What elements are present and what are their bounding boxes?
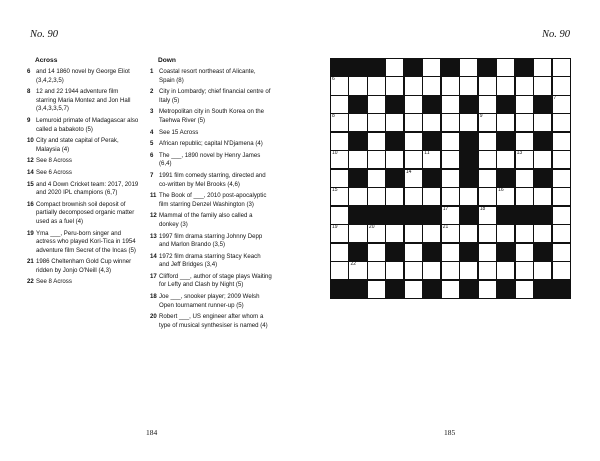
cell-number: 21 bbox=[442, 224, 449, 231]
grid-block bbox=[459, 243, 478, 262]
grid-cell[interactable] bbox=[515, 224, 534, 243]
down-clue bbox=[150, 233, 272, 250]
grid-cell[interactable] bbox=[496, 76, 515, 95]
across-clue bbox=[27, 117, 139, 134]
grid-block bbox=[348, 132, 367, 151]
clue-number: 3 bbox=[150, 108, 154, 116]
clue-text: Coastal resort northeast of Alicante, Spain (8) bbox=[159, 68, 256, 84]
down-clue bbox=[150, 129, 272, 138]
grid-cell[interactable] bbox=[367, 113, 386, 132]
grid-block bbox=[533, 243, 552, 262]
grid-cell[interactable] bbox=[330, 206, 349, 225]
clue-number: 21 bbox=[27, 258, 34, 266]
grid-block bbox=[422, 169, 441, 188]
grid-block bbox=[533, 280, 552, 299]
cell-number: 9 bbox=[479, 113, 483, 120]
clue-text: 1991 film comedy starring, directed and co-written by Mel Brooks (4,6) bbox=[159, 171, 266, 188]
grid-cell[interactable] bbox=[496, 224, 515, 243]
grid-block bbox=[330, 58, 349, 77]
clue-number: 18 bbox=[150, 293, 157, 301]
clue-number: 14 bbox=[150, 252, 157, 260]
grid-cell[interactable] bbox=[367, 150, 386, 169]
grid-cell[interactable] bbox=[533, 58, 552, 77]
clue-text: and 14 1860 novel by George Eliot (3,4,2,3,5) bbox=[36, 68, 130, 84]
grid-block bbox=[348, 169, 367, 188]
clue-text: 1986 Cheltenham Gold Cup winner ridden by Jonjo O'Neill (4,3) bbox=[36, 258, 132, 274]
clue-text: Clifford ___, author of stage plays Waiting for Lefty and Clash by Night (5) bbox=[159, 272, 272, 289]
grid-cell[interactable] bbox=[441, 113, 460, 132]
grid-block bbox=[459, 280, 478, 299]
clue-number: 5 bbox=[150, 140, 154, 148]
grid-cell[interactable] bbox=[367, 76, 386, 95]
clue-text: Robert ___, US engineer after whom a type of musical synthesiser is named (4) bbox=[159, 313, 268, 329]
clue-number: 8 bbox=[27, 88, 31, 96]
down-clue bbox=[150, 152, 272, 169]
grid-cell[interactable] bbox=[422, 58, 441, 77]
grid-cell[interactable] bbox=[385, 76, 404, 95]
grid-cell[interactable] bbox=[348, 187, 367, 206]
grid-cell[interactable] bbox=[515, 169, 534, 188]
grid-cell[interactable] bbox=[552, 169, 571, 188]
down-clue bbox=[150, 68, 272, 85]
grid-cell[interactable] bbox=[459, 113, 478, 132]
down-heading: Down bbox=[158, 57, 176, 64]
grid-cell[interactable] bbox=[478, 76, 497, 95]
cell-number: 15 bbox=[332, 187, 338, 194]
clue-number: 11 bbox=[150, 192, 157, 200]
clue-number: 17 bbox=[150, 272, 157, 280]
grid-cell[interactable] bbox=[385, 58, 404, 77]
down-clue bbox=[150, 293, 272, 310]
grid-cell[interactable] bbox=[404, 113, 423, 132]
cell-number: 8 bbox=[332, 113, 335, 120]
across-clue bbox=[27, 181, 139, 198]
grid-cell[interactable] bbox=[404, 187, 423, 206]
grid-cell[interactable] bbox=[330, 187, 349, 206]
clue-number: 6 bbox=[27, 68, 31, 75]
grid-cell[interactable] bbox=[478, 132, 497, 151]
grid-cell[interactable] bbox=[459, 187, 478, 206]
grid-block bbox=[385, 95, 404, 114]
grid-cell[interactable] bbox=[533, 261, 552, 280]
across-clue bbox=[27, 157, 139, 166]
grid-cell[interactable] bbox=[478, 261, 497, 280]
down-clue bbox=[150, 313, 272, 330]
grid-cell[interactable] bbox=[478, 187, 497, 206]
grid-block bbox=[422, 95, 441, 114]
grid-cell[interactable] bbox=[552, 187, 571, 206]
clue-number: 16 bbox=[27, 200, 34, 208]
grid-block bbox=[533, 206, 552, 225]
cell-number: 16 bbox=[498, 187, 504, 194]
across-clue bbox=[27, 68, 139, 85]
grid-cell[interactable] bbox=[367, 224, 386, 243]
grid-cell[interactable] bbox=[552, 58, 571, 77]
clue-number: 2 bbox=[150, 88, 154, 96]
across-clue bbox=[27, 278, 139, 287]
grid-cell[interactable] bbox=[533, 76, 552, 95]
grid-cell[interactable] bbox=[552, 132, 571, 151]
grid-cell[interactable] bbox=[496, 150, 515, 169]
puzzle-number-right: No. 90 bbox=[542, 29, 571, 40]
clue-number: 14 bbox=[27, 168, 34, 176]
grid-cell[interactable] bbox=[478, 150, 497, 169]
clue-number: 12 bbox=[27, 157, 34, 165]
cell-number: 19 bbox=[332, 224, 338, 231]
grid-cell[interactable] bbox=[404, 169, 423, 188]
grid-cell[interactable] bbox=[478, 206, 497, 225]
grid-cell[interactable] bbox=[552, 95, 571, 114]
grid-cell[interactable] bbox=[348, 113, 367, 132]
grid-block bbox=[385, 169, 404, 188]
grid-cell[interactable] bbox=[441, 95, 460, 114]
grid-cell[interactable] bbox=[552, 261, 571, 280]
grid-block bbox=[496, 132, 515, 151]
grid-cell[interactable] bbox=[367, 243, 386, 262]
grid-block bbox=[496, 206, 515, 225]
grid-cell[interactable] bbox=[404, 150, 423, 169]
grid-cell[interactable] bbox=[404, 261, 423, 280]
grid-cell[interactable] bbox=[348, 261, 367, 280]
cell-number: 22 bbox=[350, 261, 357, 268]
grid-block bbox=[348, 95, 367, 114]
grid-block bbox=[348, 206, 367, 225]
grid-cell[interactable] bbox=[385, 261, 404, 280]
cell-number: 10 bbox=[332, 150, 338, 157]
grid-block bbox=[459, 95, 478, 114]
clue-text: The Book of ___, 2010 post-apocalyptic film starring Denzel Washington (3) bbox=[159, 192, 267, 208]
grid-cell[interactable] bbox=[348, 76, 367, 95]
grid-block bbox=[478, 58, 497, 77]
cell-number: 6 bbox=[332, 76, 335, 83]
clue-number: 15 bbox=[27, 180, 34, 188]
grid-cell[interactable] bbox=[441, 206, 460, 225]
grid-cell[interactable] bbox=[515, 76, 534, 95]
clue-number: 1 bbox=[150, 68, 154, 75]
clue-text: Lemuroid primate of Madagascar also called a babakoto (5) bbox=[36, 116, 139, 133]
across-clue bbox=[27, 258, 139, 275]
grid-block bbox=[515, 58, 534, 77]
grid-cell[interactable] bbox=[533, 113, 552, 132]
grid-block bbox=[385, 243, 404, 262]
grid-cell[interactable] bbox=[330, 132, 349, 151]
grid-cell[interactable] bbox=[552, 243, 571, 262]
clue-text: Metropolitan city in South Korea on the Taehwa River (5) bbox=[159, 108, 265, 124]
grid-cell[interactable] bbox=[404, 224, 423, 243]
grid-block bbox=[330, 280, 349, 299]
grid-cell[interactable] bbox=[422, 224, 441, 243]
grid-cell[interactable] bbox=[552, 224, 571, 243]
grid-cell[interactable] bbox=[441, 280, 460, 299]
down-clue bbox=[150, 140, 272, 149]
clue-number: 12 bbox=[150, 212, 157, 220]
grid-cell[interactable] bbox=[330, 76, 349, 95]
grid-cell[interactable] bbox=[441, 169, 460, 188]
grid-cell[interactable] bbox=[367, 169, 386, 188]
crossword-grid bbox=[330, 58, 570, 298]
grid-cell[interactable] bbox=[478, 280, 497, 299]
grid-block bbox=[533, 95, 552, 114]
grid-cell[interactable] bbox=[422, 261, 441, 280]
grid-cell[interactable] bbox=[348, 150, 367, 169]
page-number-left: 184 bbox=[146, 428, 158, 437]
grid-cell[interactable] bbox=[404, 95, 423, 114]
grid-block bbox=[459, 132, 478, 151]
clue-number: 10 bbox=[27, 137, 34, 145]
cell-number: 17 bbox=[442, 205, 449, 212]
cell-number: 14 bbox=[405, 168, 412, 175]
down-clue bbox=[150, 108, 272, 125]
grid-cell[interactable] bbox=[330, 224, 349, 243]
grid-block bbox=[552, 280, 571, 299]
grid-block bbox=[533, 169, 552, 188]
clue-text: The ___, 1890 novel by Henry James (6,4) bbox=[159, 151, 261, 168]
clue-text: Mammal of the family also called a donkey (3) bbox=[159, 212, 253, 228]
grid-cell[interactable] bbox=[478, 243, 497, 262]
grid-block bbox=[385, 132, 404, 151]
clue-text: 12 and 22 1944 adventure film starring Maria Montez and Jon Hall (3,4,3,3,5,7) bbox=[36, 88, 131, 113]
clue-text: and 4 Down Cricket team: 2017, 2019 and 2020 IPL champions (6,7) bbox=[36, 180, 139, 197]
grid-cell[interactable] bbox=[422, 187, 441, 206]
clue-number: 20 bbox=[150, 313, 157, 321]
grid-block bbox=[496, 95, 515, 114]
grid-cell[interactable] bbox=[422, 150, 441, 169]
grid-cell[interactable] bbox=[496, 58, 515, 77]
grid-block bbox=[422, 243, 441, 262]
clue-text: See 8 Across bbox=[36, 278, 72, 286]
grid-cell[interactable] bbox=[404, 243, 423, 262]
grid-cell[interactable] bbox=[459, 261, 478, 280]
down-clue bbox=[150, 253, 272, 270]
grid-cell[interactable] bbox=[533, 187, 552, 206]
down-clue bbox=[150, 172, 272, 189]
grid-block bbox=[422, 206, 441, 225]
clue-text: 1972 film drama starring Stacy Keach and Jeff Bridges (3,4) bbox=[159, 252, 261, 269]
clue-text: See 8 Across bbox=[36, 157, 72, 165]
grid-block bbox=[348, 58, 367, 77]
grid-block bbox=[404, 206, 423, 225]
grid-cell[interactable] bbox=[478, 169, 497, 188]
down-clue bbox=[150, 273, 272, 290]
clue-number: 6 bbox=[150, 151, 154, 159]
grid-block bbox=[367, 58, 386, 77]
across-clue bbox=[27, 169, 139, 178]
grid-cell[interactable] bbox=[552, 76, 571, 95]
grid-block bbox=[441, 58, 460, 77]
clue-text: Joe ___, snooker player; 2009 Welsh Open tournament runner-up (5) bbox=[159, 293, 260, 309]
grid-cell[interactable] bbox=[515, 261, 534, 280]
grid-block bbox=[459, 150, 478, 169]
grid-block bbox=[496, 243, 515, 262]
grid-block bbox=[422, 132, 441, 151]
grid-cell[interactable] bbox=[515, 187, 534, 206]
across-heading: Across bbox=[35, 57, 58, 64]
down-clue bbox=[150, 88, 272, 105]
grid-block bbox=[515, 206, 534, 225]
cell-number: 13 bbox=[516, 150, 523, 157]
grid-cell[interactable] bbox=[404, 76, 423, 95]
grid-cell[interactable] bbox=[385, 113, 404, 132]
puzzle-number-left: No. 90 bbox=[30, 29, 59, 40]
grid-cell[interactable] bbox=[478, 224, 497, 243]
grid-cell[interactable] bbox=[385, 150, 404, 169]
grid-cell[interactable] bbox=[367, 95, 386, 114]
grid-cell[interactable] bbox=[515, 280, 534, 299]
grid-cell[interactable] bbox=[367, 132, 386, 151]
grid-cell[interactable] bbox=[533, 150, 552, 169]
grid-block bbox=[422, 280, 441, 299]
grid-block bbox=[533, 132, 552, 151]
grid-cell[interactable] bbox=[441, 76, 460, 95]
clue-number: 13 bbox=[150, 232, 157, 240]
grid-cell[interactable] bbox=[533, 224, 552, 243]
clue-text: Compact brownish soil deposit of partially decomposed organic matter used as a fuel (4) bbox=[36, 200, 135, 225]
grid-cell[interactable] bbox=[496, 113, 515, 132]
clue-number: 19 bbox=[27, 229, 34, 237]
clue-text: City in Lombardy; chief financial centre of Italy (5) bbox=[159, 88, 271, 104]
clue-number: 9 bbox=[27, 116, 31, 124]
grid-block bbox=[385, 280, 404, 299]
grid-cell[interactable] bbox=[459, 58, 478, 77]
grid-cell[interactable] bbox=[330, 150, 349, 169]
across-clue bbox=[27, 201, 139, 227]
grid-cell[interactable] bbox=[515, 132, 534, 151]
clue-text: See 6 Across bbox=[36, 168, 72, 176]
across-clue bbox=[27, 230, 139, 256]
grid-cell[interactable] bbox=[441, 187, 460, 206]
clue-text: Yma ___, Peru-born singer and actress who played Kori-Tica in 1954 adventure film Secret of the Incas (5) bbox=[36, 229, 136, 254]
across-clue bbox=[27, 137, 139, 154]
grid-cell[interactable] bbox=[459, 76, 478, 95]
grid-cell[interactable] bbox=[515, 243, 534, 262]
grid-cell[interactable] bbox=[441, 150, 460, 169]
grid-cell[interactable] bbox=[367, 261, 386, 280]
grid-cell[interactable] bbox=[441, 132, 460, 151]
clue-number: 7 bbox=[150, 171, 154, 179]
down-clue-list bbox=[150, 68, 272, 333]
grid-block bbox=[404, 58, 423, 77]
grid-cell[interactable] bbox=[348, 224, 367, 243]
down-clue bbox=[150, 212, 272, 229]
clue-text: City and state capital of Perak, Malaysia (4) bbox=[36, 137, 119, 153]
cell-number: 18 bbox=[479, 205, 486, 212]
grid-cell[interactable] bbox=[404, 280, 423, 299]
clue-text: African republic; capital N'Djamena (4) bbox=[159, 140, 263, 148]
grid-cell[interactable] bbox=[478, 95, 497, 114]
grid-cell[interactable] bbox=[330, 95, 349, 114]
grid-cell[interactable] bbox=[552, 150, 571, 169]
clue-text: See 15 Across bbox=[159, 128, 199, 136]
across-clue bbox=[27, 88, 139, 114]
grid-block bbox=[348, 280, 367, 299]
cell-number: 11 bbox=[424, 150, 430, 157]
clue-number: 22 bbox=[27, 278, 34, 286]
grid-cell[interactable] bbox=[385, 187, 404, 206]
grid-cell[interactable] bbox=[515, 150, 534, 169]
grid-block bbox=[496, 280, 515, 299]
grid-block bbox=[496, 169, 515, 188]
grid-cell[interactable] bbox=[422, 76, 441, 95]
down-clue bbox=[150, 192, 272, 209]
grid-cell[interactable] bbox=[515, 95, 534, 114]
grid-block bbox=[348, 243, 367, 262]
grid-block bbox=[367, 206, 386, 225]
grid-cell[interactable] bbox=[441, 224, 460, 243]
grid-cell[interactable] bbox=[552, 113, 571, 132]
cell-number: 7 bbox=[553, 94, 557, 101]
grid-cell[interactable] bbox=[330, 169, 349, 188]
clue-text: 1997 film drama starring Johnny Depp and Marlon Brando (3,5) bbox=[159, 232, 263, 249]
grid-cell[interactable] bbox=[367, 280, 386, 299]
grid-cell[interactable] bbox=[552, 206, 571, 225]
grid-cell[interactable] bbox=[330, 261, 349, 280]
grid-block bbox=[459, 169, 478, 188]
grid-cell[interactable] bbox=[404, 132, 423, 151]
across-clue-list bbox=[27, 68, 139, 290]
grid-cell[interactable] bbox=[441, 261, 460, 280]
clue-number: 4 bbox=[150, 128, 154, 136]
grid-cell[interactable] bbox=[441, 243, 460, 262]
page-number-right: 185 bbox=[444, 428, 456, 437]
grid-cell[interactable] bbox=[367, 187, 386, 206]
cell-number: 20 bbox=[368, 224, 375, 231]
grid-cell[interactable] bbox=[478, 113, 497, 132]
grid-cell[interactable] bbox=[515, 113, 534, 132]
grid-cell[interactable] bbox=[385, 224, 404, 243]
grid-cell[interactable] bbox=[496, 261, 515, 280]
grid-cell[interactable] bbox=[330, 113, 349, 132]
grid-cell[interactable] bbox=[459, 224, 478, 243]
grid-cell[interactable] bbox=[496, 187, 515, 206]
grid-cell[interactable] bbox=[422, 113, 441, 132]
grid-cell[interactable] bbox=[330, 243, 349, 262]
grid-block bbox=[459, 206, 478, 225]
grid-block bbox=[385, 206, 404, 225]
